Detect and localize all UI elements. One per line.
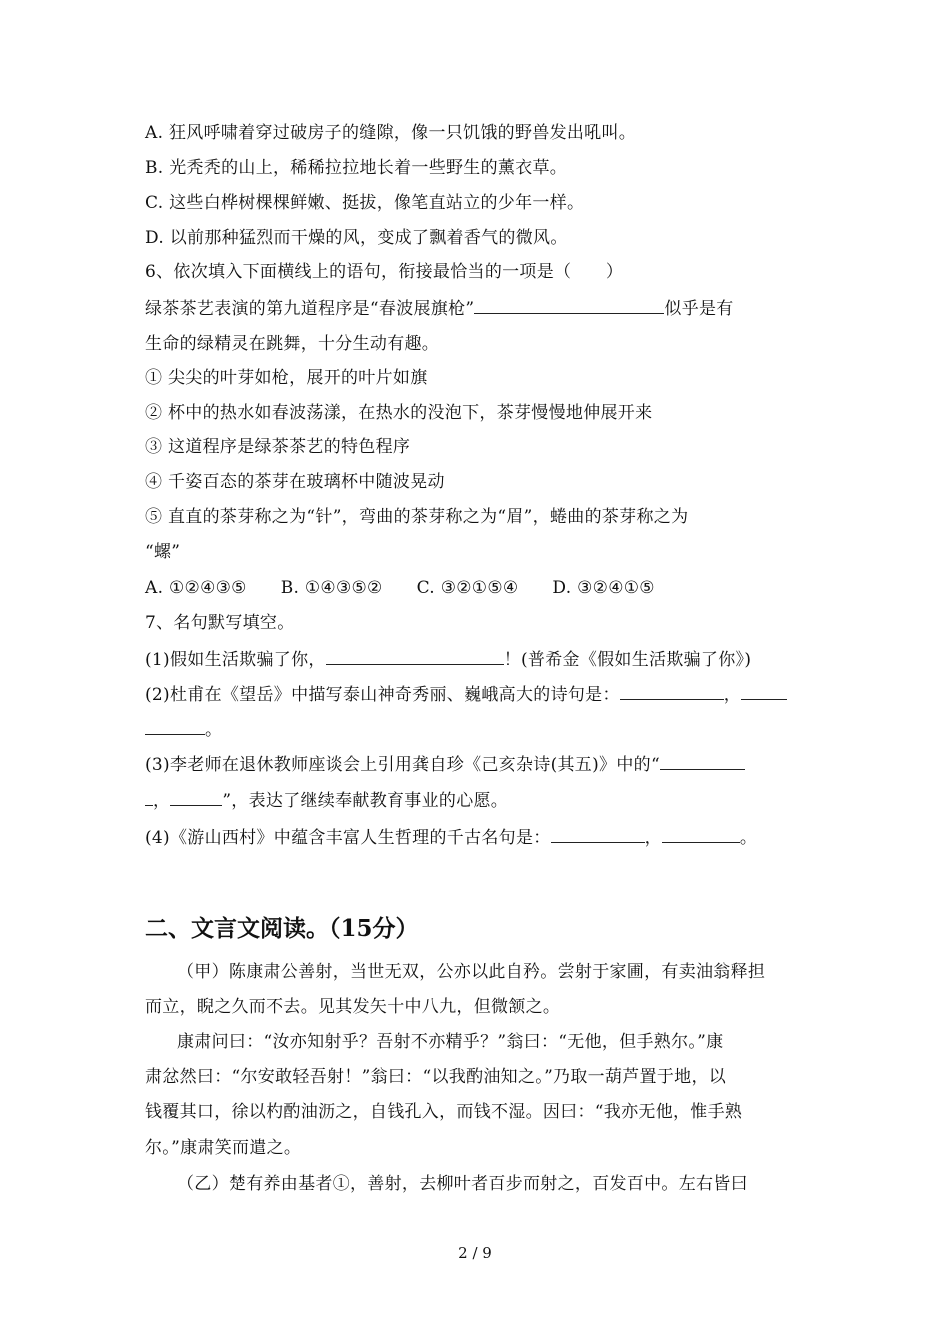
q7-part-3: (3)李老师在退休教师座谈会上引用龚自珍《己亥杂诗(其五)》中的“ [145, 751, 745, 777]
q7-part-4: (4)《游山西村》中蕴含丰富人生哲理的千古名句是： ， 。 [145, 824, 757, 850]
q7-part-3-cont: ， ”，表达了继续奉献教育事业的心愿。 [145, 787, 508, 813]
fill-blank [326, 646, 504, 665]
section-2-heading: 二、文言文阅读。（15分） [145, 915, 419, 942]
q7-part-1: (1)假如生活欺骗了你， ！(普希金《假如生活欺骗了你》) [145, 646, 751, 672]
q6-item-5-cont: “螺” [145, 542, 181, 562]
q6-item-1: ① 尖尖的叶芽如枪，展开的叶片如旗 [145, 368, 428, 388]
fill-blank [620, 681, 724, 700]
q5-option-d: D. 以前那种猛烈而干燥的风，变成了飘着香气的微风。 [145, 228, 568, 248]
classical-text-line: 钱覆其口，徐以杓酌油沥之，自钱孔入，而钱不湿。因曰：“我亦无他，惟手熟 [145, 1102, 743, 1122]
q6-item-2: ② 杯中的热水如春波荡漾，在热水的没泡下，茶芽慢慢地伸展开来 [145, 403, 653, 423]
q7-stem: 7、名句默写填空。 [145, 613, 295, 633]
q7-part-2: (2)杜甫在《望岳》中描写泰山神奇秀丽、巍峨高大的诗句是： ， [145, 681, 787, 707]
q6-item-4: ④ 千姿百态的茶芽在玻璃杯中随波晃动 [145, 472, 445, 492]
classical-text-line: （甲）陈康肃公善射，当世无双，公亦以此自矜。尝射于家圃，有卖油翁释担 [177, 962, 766, 982]
fill-blank [170, 787, 222, 806]
fill-blank [660, 751, 745, 770]
classical-text-line: 而立，睨之久而不去。见其发矢十中八九，但微颔之。 [145, 997, 561, 1017]
fill-blank [551, 824, 645, 843]
fill-blank [662, 824, 740, 843]
fill-blank [145, 716, 205, 735]
q5-option-b: B. 光秃秃的山上，稀稀拉拉地长着一些野生的薰衣草。 [145, 158, 568, 178]
q5-option-c: C. 这些白桦树棵棵鲜嫩、挺拔，像笔直站立的少年一样。 [145, 193, 585, 213]
q6-item-3: ③ 这道程序是绿茶茶艺的特色程序 [145, 437, 411, 457]
classical-text-line: 肃忿然曰：“尔安敢轻吾射！”翁曰：“以我酌油知之。”乃取一葫芦置于地，以 [145, 1067, 727, 1087]
classical-text-line: 康肃问曰：“汝亦知射乎？吾射不亦精乎？”翁曰：“无他，但手熟尔。”康 [177, 1032, 724, 1052]
q5-option-a: A. 狂风呼啸着穿过破房子的缝隙，像一只饥饿的野兽发出吼叫。 [145, 123, 637, 143]
q6-stem: 6、依次填入下面横线上的语句，衔接最恰当的一项是（ ） [145, 262, 624, 282]
q6-passage-line-2: 生命的绿精灵在跳舞，十分生动有趣。 [145, 334, 440, 354]
fill-blank [474, 295, 664, 314]
q6-item-5: ⑤ 直直的茶芽称之为“针”，弯曲的茶芽称之为“眉”，蜷曲的茶芽称之为 [145, 507, 689, 527]
q6-options: A. ①②④③⑤ B. ①④③⑤② C. ③②①⑤④ D. ③②④①⑤ [145, 578, 655, 598]
page-number: 2 / 9 [458, 1244, 492, 1262]
fill-blank [741, 681, 787, 700]
classical-text-line: （乙）楚有养由基者①，善射，去柳叶者百步而射之，百发百中。左右皆曰 [177, 1174, 748, 1194]
classical-text-line: 尔。”康肃笑而遣之。 [145, 1138, 302, 1158]
q7-part-2-cont: 。 [145, 716, 222, 742]
fill-blank [145, 787, 153, 806]
q6-passage-line-1: 绿茶茶艺表演的第九道程序是“春波展旗枪” 似乎是有 [145, 295, 734, 321]
